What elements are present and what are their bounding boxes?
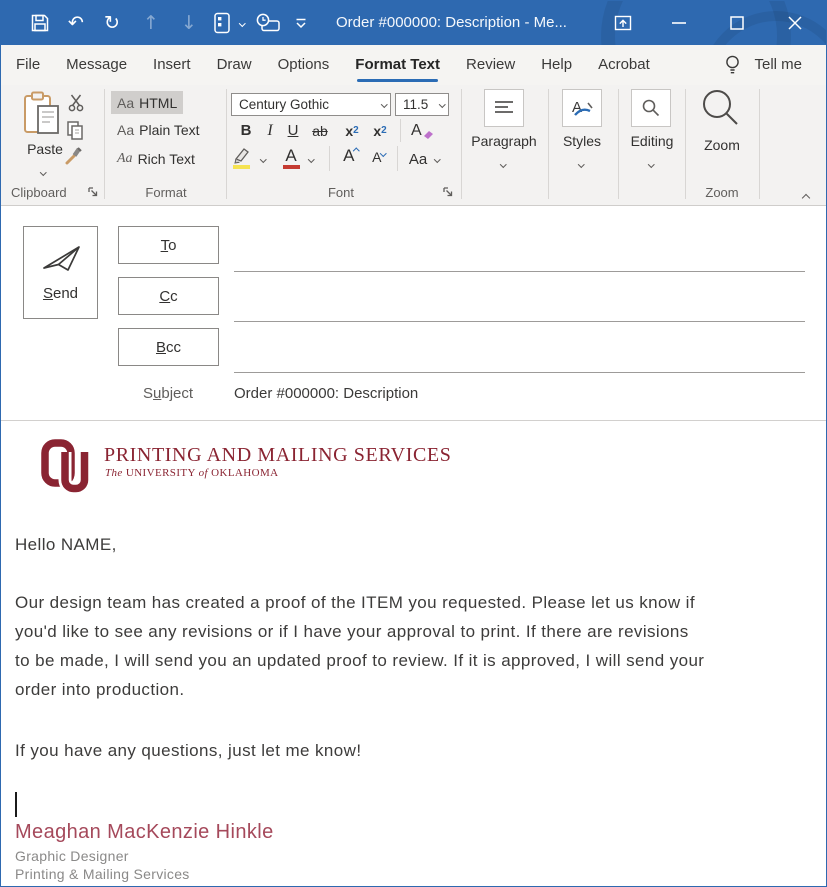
ribbon-tab-bar [1,45,826,85]
font-size-combobox[interactable]: 11.5 [395,93,449,116]
change-case-button[interactable]: Aa [408,150,428,168]
subject-field[interactable]: Order #000000: Description [234,385,419,402]
paste-button[interactable]: Paste [27,141,63,157]
change-case-chevron-icon[interactable] [431,146,443,172]
editing-button[interactable]: Editing [630,133,674,149]
zoom-group-label: Zoom [705,185,739,200]
group-divider [104,89,105,199]
touch-mouse-mode-chevron-icon[interactable] [236,1,248,45]
group-divider [548,89,549,199]
tab-format-text[interactable]: Format Text [355,45,440,85]
subject-label: Subject [143,385,194,402]
clipboard-dialog-launcher-icon[interactable] [87,186,100,199]
underline-button[interactable]: U [287,122,299,139]
maximize-button[interactable] [720,1,754,45]
strikethrough-button[interactable]: ab [312,122,328,139]
ribbon [1,85,826,206]
chevron-down-icon [381,101,387,107]
group-divider [685,89,686,199]
send-plane-icon [39,240,83,274]
tab-draw[interactable]: Draw [216,56,252,73]
paragraph-button[interactable]: Paragraph [471,133,537,149]
tab-acrobat[interactable]: Acrobat [598,56,650,73]
collapse-ribbon-icon[interactable] [803,188,809,204]
signature-name: Meaghan MacKenzie Hinkle [15,821,274,843]
save-icon[interactable] [27,1,53,45]
editing-chevron-icon[interactable] [649,153,654,169]
paragraph-icon[interactable] [484,89,524,127]
chevron-down-icon [380,150,386,156]
compose-header [1,206,826,421]
zoom-button[interactable]: Zoom [704,137,740,153]
title-bar [1,1,826,45]
body-paragraph: Our design team has created a proof of the ITEM you requested. Please let us know if you'd like to see any revisions or if I have your approval to print. If there are revisions to be made, I will send you an updated proof to review. If it is approved, I will send your order into production. [15,593,705,699]
button-divider [400,119,401,142]
styles-chevron-icon[interactable] [579,153,584,169]
svg-text:A: A [572,99,583,116]
next-item-icon[interactable]: ↓ [181,11,197,34]
close-button[interactable] [778,1,812,45]
group-divider [618,89,619,199]
font-color-button[interactable]: A [279,146,303,172]
lightbulb-icon [725,54,740,76]
undo-icon[interactable]: ↶ [68,11,84,34]
ribbon-display-options-button[interactable] [606,1,640,45]
shrink-font-button[interactable]: A [367,146,391,172]
closing-text: If you have any questions, just let me know! [15,741,362,760]
button-divider [329,146,330,171]
logo-title: PRINTING AND MAILING SERVICES [104,444,452,466]
bcc-field[interactable] [234,372,805,373]
subscript-button[interactable]: x 2 [345,122,359,139]
styles-button[interactable]: Styles [562,133,602,149]
paragraph-chevron-icon[interactable] [501,153,506,169]
button-divider [397,146,398,171]
zoom-icon[interactable] [699,87,745,133]
greeting-text: Hello NAME, [15,535,117,554]
cut-icon[interactable] [67,93,85,112]
font-color-chevron-icon[interactable] [305,146,317,172]
chevron-down-icon [439,101,445,107]
tab-file[interactable]: File [16,56,41,73]
font-color-bar [283,165,300,169]
redo-icon[interactable]: ↻ [104,11,120,34]
group-divider [226,89,227,199]
paste-chevron-icon[interactable] [41,161,46,177]
customize-quick-access-toolbar-icon[interactable] [291,1,311,45]
message-body[interactable] [1,422,826,887]
chevron-up-icon [353,148,359,154]
font-group-label: Font [327,185,354,200]
send-button[interactable]: Send [23,226,98,319]
tab-message[interactable]: Message [66,56,128,73]
minimize-button[interactable] [662,1,696,45]
previous-item-icon[interactable]: ↑ [143,11,159,34]
format-html-option[interactable]: Aa HTML [111,91,183,114]
to-button[interactable]: To [118,226,219,264]
highlight-chevron-icon[interactable] [257,146,269,172]
bold-button[interactable]: B [240,122,252,139]
tab-options[interactable]: Options [277,56,330,73]
window-title: Order #000000: Description - Me... [336,14,567,31]
superscript-button[interactable]: x 2 [373,122,387,139]
logo-subtitle: The UNIVERSITY of OKLAHOMA [105,467,279,479]
italic-button[interactable]: I [267,121,273,139]
text-cursor [15,792,17,817]
ou-logo-monogram [41,439,91,495]
text-highlight-button[interactable] [231,146,253,172]
format-group-label: Format [145,185,187,200]
to-field[interactable] [234,271,805,272]
group-divider [461,89,462,199]
bcc-button[interactable]: Bcc [118,328,219,366]
tab-insert[interactable]: Insert [153,56,191,73]
font-name-combobox[interactable]: Century Gothic [231,93,391,116]
group-divider [759,89,760,199]
cc-button[interactable]: Cc [118,277,219,315]
signature-title: Graphic Designer [15,848,129,864]
cc-field[interactable] [234,321,805,322]
touch-mouse-mode-icon[interactable] [209,1,235,45]
format-plain-text-option[interactable]: Aa Plain Text [117,121,200,138]
font-dialog-launcher-icon[interactable] [442,186,455,199]
editing-icon[interactable] [631,89,671,127]
copy-icon[interactable] [66,120,84,140]
grow-font-button[interactable]: A [339,146,363,172]
tab-help[interactable]: Help [541,56,573,73]
format-painter-icon[interactable] [65,145,85,165]
clear-formatting-button[interactable]: A [411,119,434,142]
tab-review[interactable]: Review [466,56,516,73]
tab-tell-me[interactable]: Tell me [754,56,802,73]
delay-delivery-icon[interactable] [253,1,283,45]
paste-icon[interactable] [23,91,67,137]
eraser-icon [423,129,434,139]
clipboard-group-label: Clipboard [11,185,67,200]
signature-org: Printing & Mailing Services [15,866,190,882]
styles-icon[interactable] [562,89,602,127]
format-rich-text-option[interactable]: Aa Rich Text [117,150,195,167]
